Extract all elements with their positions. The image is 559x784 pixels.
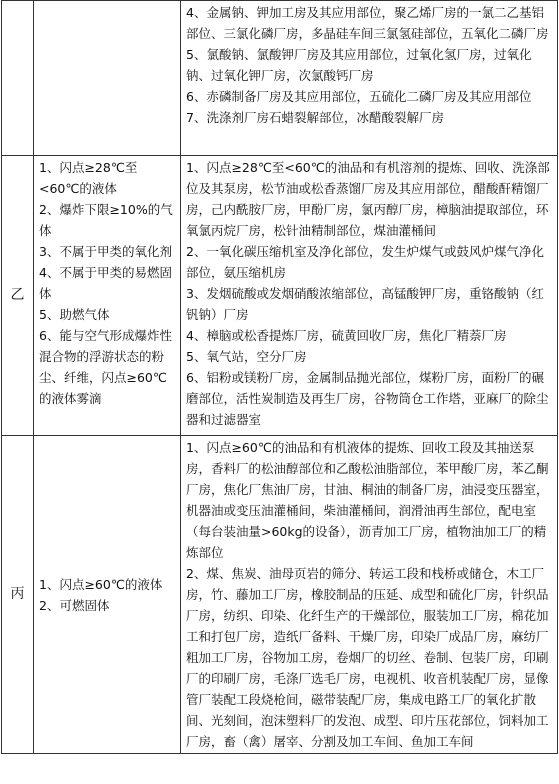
category-cell: 乙 (2, 156, 34, 436)
example-item: 3、发烟硫酸或发烟硝酸浓缩部位，高锰酸钾厂房，重铬酸钠（红钒钠）厂房 (186, 286, 544, 322)
criteria-item: 4、不属于甲类的易燃固体 (39, 265, 172, 301)
examples-cell (181, 1, 558, 156)
example-item: 6、铝粉或镁粉厂房，金属制品抛光部位，煤粉厂房，面粉厂的碾磨部位，活性炭制造及再生厂房，谷物筒仓工作塔，亚麻厂的除尘器和过滤器室 (186, 370, 549, 427)
example-item: 4、金属钠、钾加工房及其应用部位，聚乙烯厂房的一氯二乙基铝部位、三氯化磷厂房，多晶硅车间三氯氢硅部位，五氧化二磷厂房 (186, 5, 549, 41)
example-item: 1、闪点≥28℃至<60℃的油品和有机溶剂的提炼、回收、洗涤部位及其泵房，松节油或松香蒸馏厂房及其应用部位，醋酸酐精馏厂房，己内酰胺厂房，甲酚厂房，氯丙醇厂房，樟脑油提取部位，环氧氯丙烷厂房，松针油精制部位，煤油灌桶间 (186, 160, 550, 238)
table-row (2, 1, 558, 156)
table-row (2, 156, 558, 436)
example-item: 2、一氧化碳压缩机室及净化部位，发生炉煤气或鼓风炉煤气净化部位，氨压缩机房 (186, 244, 544, 280)
table-row (2, 436, 558, 754)
criteria-item: 2、可燃固体 (39, 597, 110, 613)
example-item: 1、闪点≥60℃的油品和有机液体的提炼、回收工段及其抽送泵房，香料厂的松油醇部位和乙酸松油脂部位，苯甲酸厂房，苯乙酮厂房，焦化厂焦油厂房，甘油、桐油的制备厂房，油浸变压器室，机器油或变压油灌桶间，柴油灌桶间，润滑油再生部位，配电室（每台装油量>60kg的设备），沥青加工厂房，植物油加工厂的精炼部位 (186, 440, 549, 560)
examples-cell (181, 436, 558, 754)
example-item: 2、煤、焦炭、油母页岩的筛分、转运工段和栈桥或储仓，木工厂房，竹、藤加工厂房，橡胶制品的压延、成型和硫化厂房，针织品厂房，纺织、印染、化纤生产的干燥部位，服装加工厂房，棉花加工和打包厂房，造纸厂备料、干燥厂房，印染厂成品厂房，麻纺厂粗加工厂房，谷物加工房，卷烟厂的切丝、卷制、包装厂房，印刷厂的印刷厂房，毛涤厂选毛厂房，电视机、收音机装配厂房，显像管厂装配工段烧枪间，磁带装配厂房，集成电路工厂的氧化扩散间、光刻间，泡沫塑料厂的发泡、成型、印片压花部位，饲料加工厂房，畜（禽）屠宰、分割及加工车间、鱼加工车间 (186, 566, 549, 749)
criteria-cell (34, 436, 181, 754)
example-item: 7、洗涤剂厂房石蜡裂解部位，冰醋酸裂解厂房 (186, 110, 444, 125)
criteria-cell (34, 156, 181, 436)
criteria-item: 1、闪点≥28℃至<60℃的液体 (39, 160, 138, 196)
criteria-item: 3、不属于甲类的氧化剂 (39, 244, 172, 259)
example-item: 5、氯酸钠、氯酸钾厂房及其应用部位，过氧化氢厂房，过氧化钠、过氧化钾厂房，次氯酸钙厂房 (186, 47, 532, 83)
criteria-item: 2、爆炸下限≥10%的气体 (39, 202, 173, 238)
hazard-classification-table (1, 0, 558, 754)
category-cell (2, 1, 34, 156)
example-item: 4、樟脑或松香提炼厂房，硫黄回收厂房，焦化厂精萘厂房 (186, 328, 507, 343)
criteria-item: 6、能与空气形成爆炸性混合物的浮游状态的粉尘、纤维，闪点≥60℃的液体雾滴 (39, 328, 172, 406)
category-cell: 丙 (2, 436, 34, 754)
criteria-cell (34, 1, 181, 156)
example-item: 6、赤磷制备厂房及其应用部位，五硫化二磷厂房及其应用部位 (186, 89, 532, 104)
criteria-item: 5、助燃气体 (39, 307, 110, 322)
criteria-item: 1、闪点≥60℃的液体 (39, 576, 163, 592)
examples-cell (181, 156, 558, 436)
example-item: 5、氧气站，空分厂房 (186, 349, 307, 364)
